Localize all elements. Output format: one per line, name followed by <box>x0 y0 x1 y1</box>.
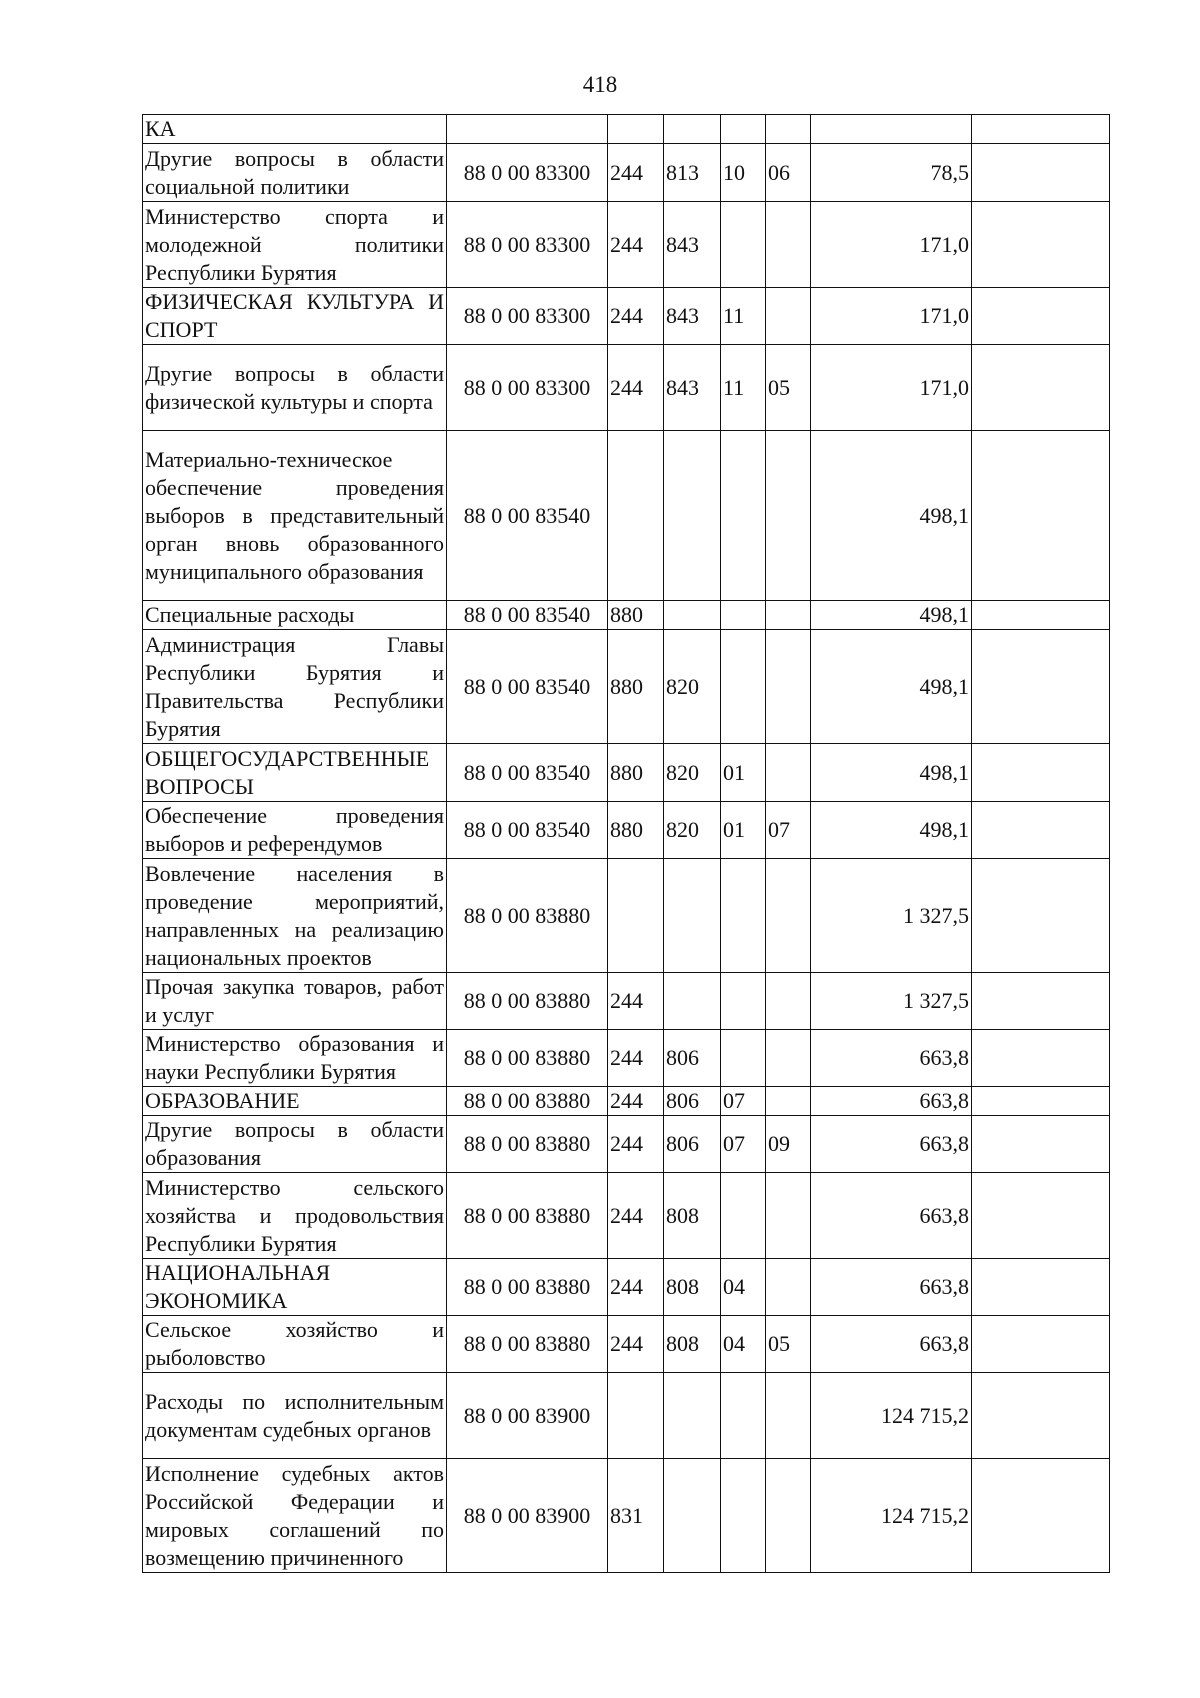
table-body <box>143 115 1110 1573</box>
table-row <box>143 630 1110 744</box>
subsection-cell <box>766 1459 811 1573</box>
expense-type-cell <box>608 859 664 973</box>
target-article-cell: 88 0 00 83300 <box>447 144 608 202</box>
section-cell: 11 <box>721 288 766 345</box>
extra-cell <box>972 1087 1110 1116</box>
expense-type-cell: 244 <box>608 1173 664 1259</box>
target-article-cell: 88 0 00 83900 <box>447 1459 608 1573</box>
amount-cell: 171,0 <box>811 345 972 431</box>
extra-cell <box>972 345 1110 431</box>
target-article-cell: 88 0 00 83300 <box>447 288 608 345</box>
subsection-cell <box>766 1087 811 1116</box>
subsection-cell <box>766 601 811 630</box>
target-article-cell: 88 0 00 83540 <box>447 431 608 601</box>
target-article-cell: 88 0 00 83540 <box>447 630 608 744</box>
row-name-cell: ОБЩЕГОСУДАРСТВЕННЫЕ ВОПРОСЫ <box>143 744 447 802</box>
row-name-cell: Администрация Главы Республики Бурятия и Правительства Республики Бурятия <box>143 630 447 744</box>
extra-cell <box>972 630 1110 744</box>
section-cell: 07 <box>721 1087 766 1116</box>
row-name-cell: КА <box>143 115 447 144</box>
expense-type-cell: 244 <box>608 1316 664 1373</box>
table-row <box>143 1459 1110 1573</box>
row-name-cell: Другие вопросы в области физической культуры и спорта <box>143 345 447 431</box>
subsection-cell <box>766 973 811 1030</box>
section-cell <box>721 973 766 1030</box>
expense-type-cell: 244 <box>608 202 664 288</box>
extra-cell <box>972 1030 1110 1087</box>
table-row <box>143 202 1110 288</box>
section-cell <box>721 1173 766 1259</box>
row-name-cell: ФИЗИЧЕСКАЯ КУЛЬТУРА И СПОРТ <box>143 288 447 345</box>
section-cell <box>721 859 766 973</box>
ministry-code-cell: 808 <box>664 1173 721 1259</box>
section-cell: 07 <box>721 1116 766 1173</box>
section-cell <box>721 202 766 288</box>
table-row <box>143 859 1110 973</box>
ministry-code-cell <box>664 973 721 1030</box>
subsection-cell: 05 <box>766 1316 811 1373</box>
section-cell: 11 <box>721 345 766 431</box>
subsection-cell: 05 <box>766 345 811 431</box>
expense-type-cell: 880 <box>608 630 664 744</box>
row-name-cell: Министерство спорта и молодежной политики Республики Бурятия <box>143 202 447 288</box>
subsection-cell <box>766 115 811 144</box>
subsection-cell <box>766 630 811 744</box>
amount-cell <box>811 115 972 144</box>
extra-cell <box>972 1459 1110 1573</box>
subsection-cell <box>766 859 811 973</box>
expense-type-cell: 244 <box>608 345 664 431</box>
target-article-cell <box>447 115 608 144</box>
amount-cell: 498,1 <box>811 802 972 859</box>
row-name-cell: Материально-техническое обеспечение проведения выборов в представительный орган вновь образованного муниципального образования <box>143 431 447 601</box>
table-row <box>143 1116 1110 1173</box>
row-name-cell: Министерство сельского хозяйства и продовольствия Республики Бурятия <box>143 1173 447 1259</box>
section-cell <box>721 1459 766 1573</box>
amount-cell: 663,8 <box>811 1316 972 1373</box>
section-cell: 01 <box>721 802 766 859</box>
target-article-cell: 88 0 00 83880 <box>447 1316 608 1373</box>
ministry-code-cell <box>664 1373 721 1459</box>
ministry-code-cell: 813 <box>664 144 721 202</box>
table-row <box>143 1259 1110 1316</box>
target-article-cell: 88 0 00 83540 <box>447 744 608 802</box>
amount-cell: 498,1 <box>811 431 972 601</box>
target-article-cell: 88 0 00 83880 <box>447 1087 608 1116</box>
subsection-cell <box>766 431 811 601</box>
row-name-cell: Министерство образования и науки Республики Бурятия <box>143 1030 447 1087</box>
ministry-code-cell: 820 <box>664 744 721 802</box>
extra-cell <box>972 601 1110 630</box>
extra-cell <box>972 1116 1110 1173</box>
expense-type-cell: 244 <box>608 144 664 202</box>
extra-cell <box>972 1316 1110 1373</box>
target-article-cell: 88 0 00 83540 <box>447 802 608 859</box>
extra-cell <box>972 202 1110 288</box>
extra-cell <box>972 1173 1110 1259</box>
amount-cell: 498,1 <box>811 601 972 630</box>
row-name-cell: Вовлечение населения в проведение мероприятий, направленных на реализацию национальных проектов <box>143 859 447 973</box>
table-row <box>143 288 1110 345</box>
row-name-cell: ОБРАЗОВАНИЕ <box>143 1087 447 1116</box>
row-name-cell: Другие вопросы в области образования <box>143 1116 447 1173</box>
extra-cell <box>972 431 1110 601</box>
extra-cell <box>972 1373 1110 1459</box>
expense-type-cell: 880 <box>608 744 664 802</box>
table-row <box>143 431 1110 601</box>
ministry-code-cell <box>664 1459 721 1573</box>
target-article-cell: 88 0 00 83880 <box>447 859 608 973</box>
row-name-cell: НАЦИОНАЛЬНАЯ ЭКОНОМИКА <box>143 1259 447 1316</box>
subsection-cell <box>766 744 811 802</box>
table-row <box>143 1087 1110 1116</box>
ministry-code-cell: 843 <box>664 345 721 431</box>
section-cell <box>721 1030 766 1087</box>
subsection-cell <box>766 1259 811 1316</box>
expense-type-cell <box>608 115 664 144</box>
row-name-cell: Исполнение судебных актов Российской Федерации и мировых соглашений по возмещению причиненного <box>143 1459 447 1573</box>
section-cell <box>721 431 766 601</box>
section-cell <box>721 1373 766 1459</box>
page-number: 418 <box>582 72 618 97</box>
section-cell <box>721 601 766 630</box>
target-article-cell: 88 0 00 83880 <box>447 973 608 1030</box>
subsection-cell: 07 <box>766 802 811 859</box>
table-row <box>143 1373 1110 1459</box>
expense-type-cell: 244 <box>608 288 664 345</box>
extra-cell <box>972 802 1110 859</box>
expense-type-cell <box>608 431 664 601</box>
target-article-cell: 88 0 00 83880 <box>447 1030 608 1087</box>
table-row <box>143 345 1110 431</box>
row-name-cell: Обеспечение проведения выборов и референдумов <box>143 802 447 859</box>
amount-cell: 663,8 <box>811 1087 972 1116</box>
ministry-code-cell: 820 <box>664 630 721 744</box>
subsection-cell: 09 <box>766 1116 811 1173</box>
extra-cell <box>972 1259 1110 1316</box>
ministry-code-cell <box>664 431 721 601</box>
table-row <box>143 1030 1110 1087</box>
amount-cell: 124 715,2 <box>811 1373 972 1459</box>
table-row <box>143 802 1110 859</box>
expense-type-cell: 244 <box>608 1259 664 1316</box>
ministry-code-cell: 820 <box>664 802 721 859</box>
amount-cell: 1 327,5 <box>811 859 972 973</box>
subsection-cell <box>766 202 811 288</box>
amount-cell: 171,0 <box>811 288 972 345</box>
subsection-cell <box>766 1030 811 1087</box>
table-row <box>143 1316 1110 1373</box>
subsection-cell <box>766 288 811 345</box>
ministry-code-cell: 843 <box>664 288 721 345</box>
expense-type-cell: 244 <box>608 1116 664 1173</box>
section-cell: 04 <box>721 1316 766 1373</box>
table-row <box>143 115 1110 144</box>
amount-cell: 663,8 <box>811 1173 972 1259</box>
ministry-code-cell: 808 <box>664 1259 721 1316</box>
ministry-code-cell: 843 <box>664 202 721 288</box>
amount-cell: 498,1 <box>811 744 972 802</box>
extra-cell <box>972 973 1110 1030</box>
target-article-cell: 88 0 00 83900 <box>447 1373 608 1459</box>
target-article-cell: 88 0 00 83880 <box>447 1259 608 1316</box>
ministry-code-cell: 806 <box>664 1116 721 1173</box>
ministry-code-cell <box>664 115 721 144</box>
target-article-cell: 88 0 00 83300 <box>447 202 608 288</box>
table-row <box>143 1173 1110 1259</box>
amount-cell: 498,1 <box>811 630 972 744</box>
subsection-cell <box>766 1173 811 1259</box>
ministry-code-cell <box>664 601 721 630</box>
extra-cell <box>972 115 1110 144</box>
table-row <box>143 144 1110 202</box>
table-row <box>143 973 1110 1030</box>
row-name-cell: Специальные расходы <box>143 601 447 630</box>
amount-cell: 663,8 <box>811 1259 972 1316</box>
section-cell <box>721 630 766 744</box>
expense-type-cell: 831 <box>608 1459 664 1573</box>
extra-cell <box>972 288 1110 345</box>
expense-type-cell: 880 <box>608 802 664 859</box>
expense-type-cell: 880 <box>608 601 664 630</box>
extra-cell <box>972 744 1110 802</box>
ministry-code-cell: 808 <box>664 1316 721 1373</box>
target-article-cell: 88 0 00 83880 <box>447 1116 608 1173</box>
amount-cell: 663,8 <box>811 1030 972 1087</box>
budget-table <box>142 114 1110 1573</box>
amount-cell: 663,8 <box>811 1116 972 1173</box>
amount-cell: 1 327,5 <box>811 973 972 1030</box>
amount-cell: 124 715,2 <box>811 1459 972 1573</box>
ministry-code-cell: 806 <box>664 1030 721 1087</box>
target-article-cell: 88 0 00 83300 <box>447 345 608 431</box>
row-name-cell: Прочая закупка товаров, работ и услуг <box>143 973 447 1030</box>
table-row <box>143 744 1110 802</box>
amount-cell: 171,0 <box>811 202 972 288</box>
target-article-cell: 88 0 00 83540 <box>447 601 608 630</box>
ministry-code-cell: 806 <box>664 1087 721 1116</box>
row-name-cell: Расходы по исполнительным документам судебных органов <box>143 1373 447 1459</box>
section-cell: 10 <box>721 144 766 202</box>
section-cell <box>721 115 766 144</box>
target-article-cell: 88 0 00 83880 <box>447 1173 608 1259</box>
row-name-cell: Другие вопросы в области социальной политики <box>143 144 447 202</box>
section-cell: 01 <box>721 744 766 802</box>
expense-type-cell: 244 <box>608 1087 664 1116</box>
table-row <box>143 601 1110 630</box>
subsection-cell: 06 <box>766 144 811 202</box>
expense-type-cell: 244 <box>608 1030 664 1087</box>
row-name-cell: Сельское хозяйство и рыболовство <box>143 1316 447 1373</box>
amount-cell: 78,5 <box>811 144 972 202</box>
ministry-code-cell <box>664 859 721 973</box>
extra-cell <box>972 859 1110 973</box>
extra-cell <box>972 144 1110 202</box>
expense-type-cell <box>608 1373 664 1459</box>
section-cell: 04 <box>721 1259 766 1316</box>
subsection-cell <box>766 1373 811 1459</box>
expense-type-cell: 244 <box>608 973 664 1030</box>
